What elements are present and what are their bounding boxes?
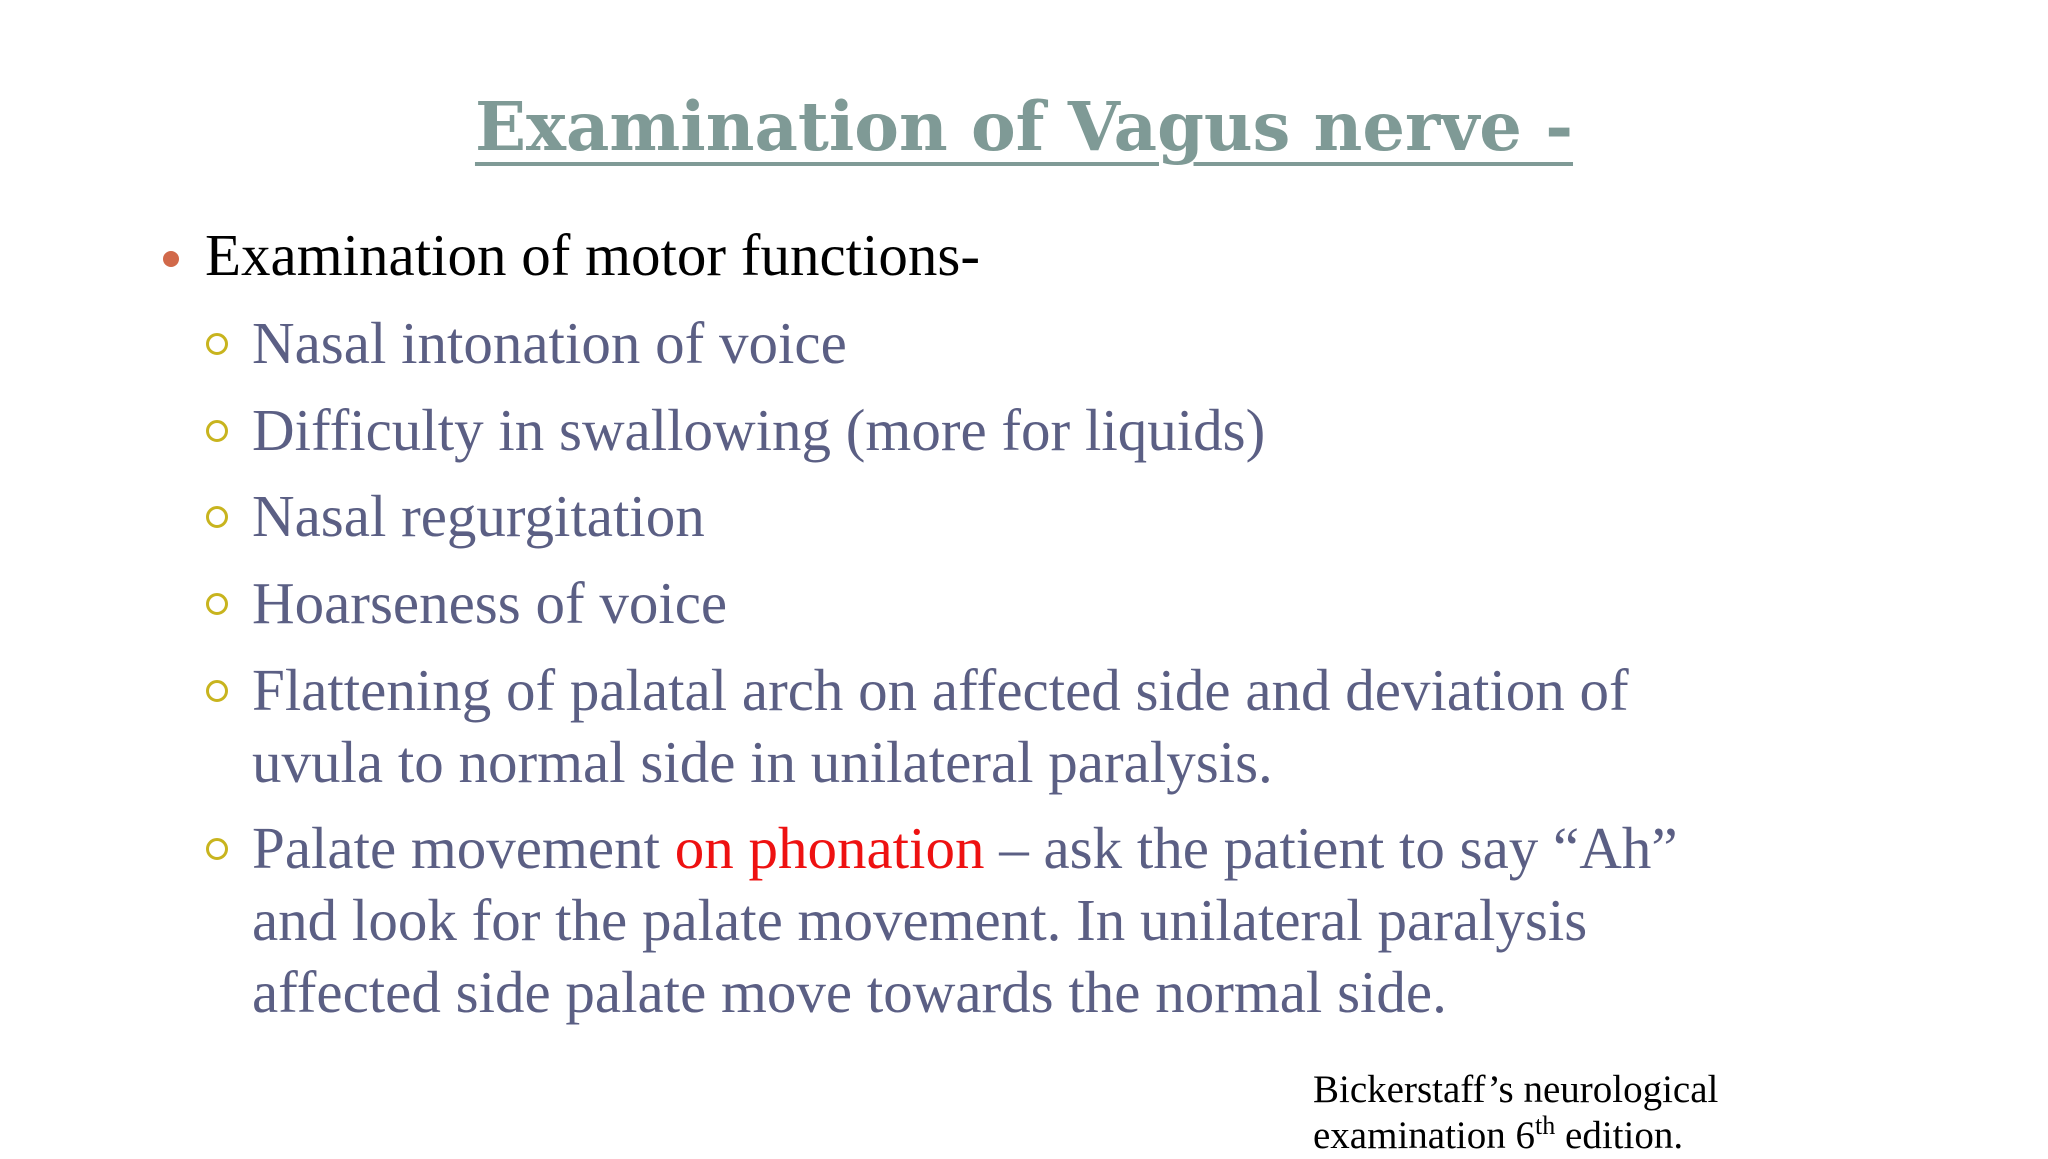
citation-text: examination 6 — [1313, 1114, 1536, 1157]
list-item-line: affected side palate move towards the normal side. — [252, 959, 1447, 1025]
citation-superscript: th — [1535, 1111, 1556, 1140]
list-item-text: Nasal intonation of voice — [252, 310, 847, 376]
citation-text: edition. — [1555, 1114, 1684, 1157]
bullet-dot-icon — [163, 251, 179, 267]
highlighted-text: on phonation — [674, 815, 985, 881]
list-item-text: Difficulty in swallowing (more for liquids) — [252, 397, 1266, 463]
list-item-text — [252, 812, 1892, 1028]
list-item-text: Nasal regurgitation — [252, 483, 705, 549]
circle-bullet-icon — [206, 680, 228, 702]
list-item-line: and look for the palate movement. In unilateral paralysis — [252, 887, 1588, 953]
citation-line: Bickerstaff’s neurological — [1313, 1068, 1719, 1111]
text-segment: – ask the patient to say “Ah” — [984, 815, 1678, 881]
circle-bullet-icon — [206, 333, 228, 355]
circle-bullet-icon — [206, 420, 228, 442]
list-item-line — [252, 812, 1892, 884]
slide-title: Examination of Vagus nerve - — [474, 87, 1574, 166]
list-item-text: Hoarseness of voice — [252, 570, 728, 636]
circle-bullet-icon — [206, 506, 228, 528]
list-item-line: Flattening of palatal arch on affected side and deviation of — [252, 657, 1629, 723]
list-item-text — [252, 654, 1892, 798]
circle-bullet-icon — [206, 593, 228, 615]
text-segment: Palate movement — [252, 815, 675, 881]
circle-bullet-icon — [206, 838, 228, 860]
citation — [1313, 1067, 1718, 1159]
list-item-line: uvula to normal side in unilateral paralysis. — [252, 729, 1273, 795]
citation-line — [1313, 1113, 1718, 1159]
motor-functions-heading: Examination of motor functions- — [205, 222, 981, 288]
